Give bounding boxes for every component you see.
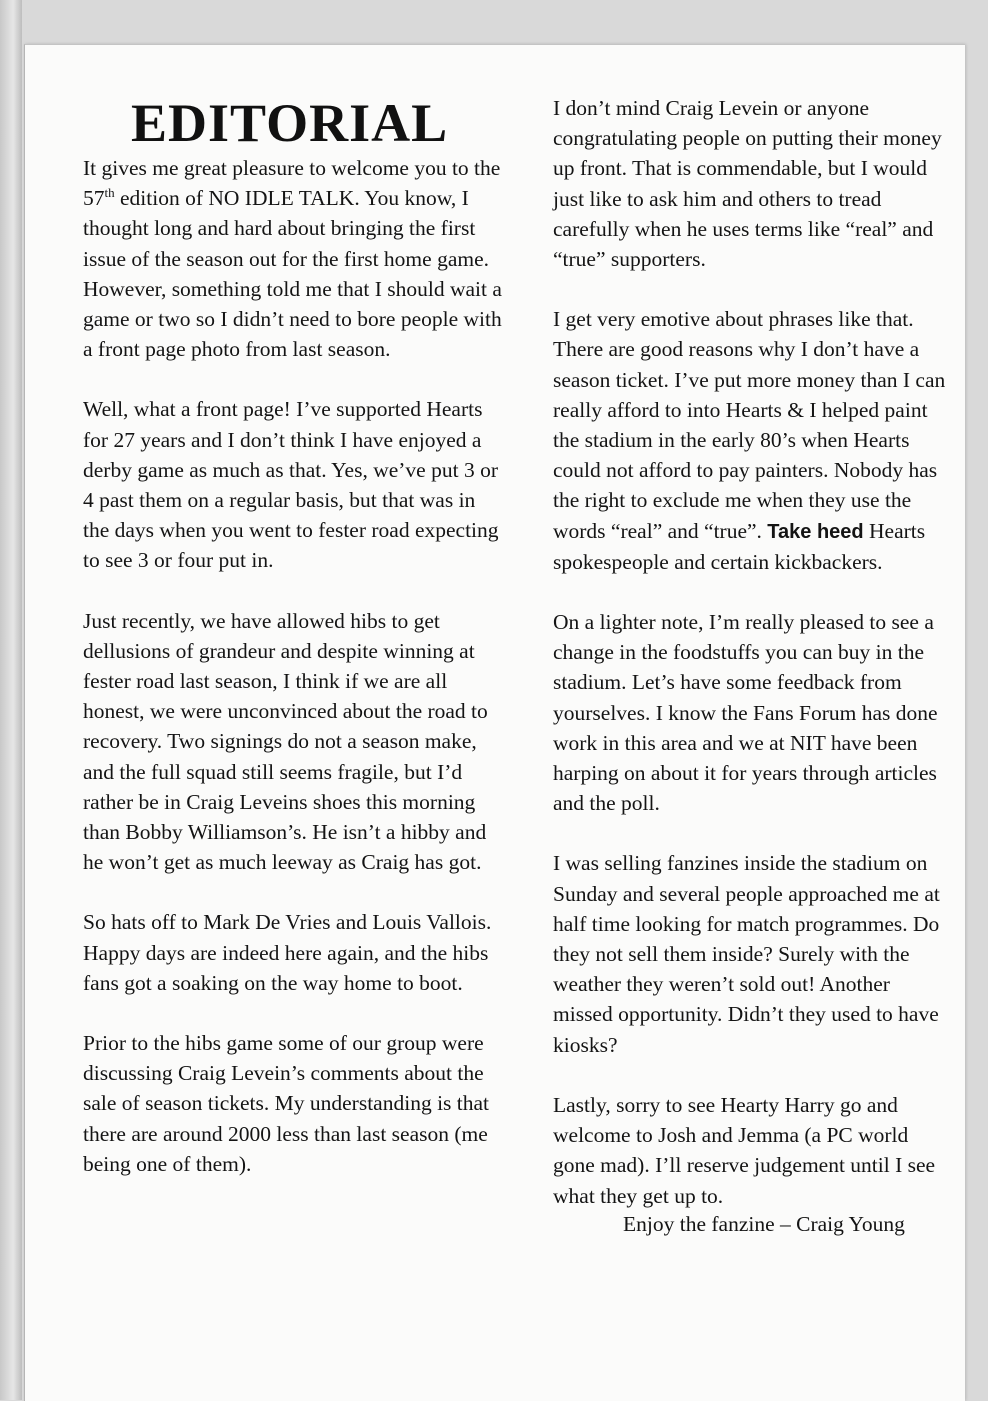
staple-spine [0, 0, 22, 1400]
paragraph-foodstuffs: On a lighter note, I’m really pleased to see a change in the foodstuffs you can buy in the stadium. Let’s have some feedback from yourselves. I know the Fans Forum has done work in this area and we at NIT have been harping on about it for years through articles and the poll. [553, 610, 938, 816]
paragraph-emotive [553, 304, 953, 577]
page-title: EDITORIAL [131, 93, 449, 153]
take-heed-emphasis: Take heed [767, 520, 864, 543]
paragraph-hats-off: So hats off to Mark De Vries and Louis Vallois. Happy days are indeed here again, and the hibs fans got a soaking on the way home to boot. [83, 910, 492, 995]
paragraph-mascots: Lastly, sorry to see Hearty Harry go and welcome to Josh and Jemma (a PC world gone mad). I’ll reserve judgement until I see what they get up to. [553, 1092, 936, 1208]
signoff: Enjoy the fanzine – Craig Young [623, 1211, 905, 1236]
ordinal-suffix: th [104, 185, 115, 201]
emotive-text-start: I get very emotive about phrases like that. There are good reasons why I don’t have a season ticket. I’ve put more money than I can really afford to into Hearts & I helped paint the stadium in the early 80’s when Hearts could not afford to pay painters. Nobody has the right to exclude me when they use the words “real” and “true”. [553, 307, 946, 543]
magazine-page [24, 44, 965, 1401]
emotive-text-end: Hearts spokespeople and certain kickbackers. [553, 518, 926, 574]
paragraph-season-tickets: Prior to the hibs game some of our group were discussing Craig Levein’s comments about the sale of season tickets. My understanding is that there are around 2000 less than last season (me being one of them). [83, 1031, 490, 1176]
paragraph-real-supporters: I don’t mind Craig Levein or anyone congratulating people on putting their money up front. That is commendable, but I would just like to ask him and others to tread carefully when he uses terms like “real” and “true” supporters. [553, 96, 942, 272]
paragraph-programmes: I was selling fanzines inside the stadium on Sunday and several people approached me at half time looking for match programmes. Do they not sell them inside? Surely with the weather they weren’t sold out! Another missed opportunity. Didn’t they used to have kiosks? [553, 851, 940, 1057]
paragraph-recovery: Just recently, we have allowed hibs to get dellusions of grandeur and despite winning at fester road last season, I think if we are all honest, we were unconvinced about the road to recovery. Two signings do not a season make, and the full squad still seems fragile, but I’d rather be in Craig Leveins shoes this morning than Bobby Williamson’s. He isn’t a hibby and he won’t get as much leeway as Craig has got. [83, 608, 488, 875]
welcome-text-start: It gives me great pleasure to welcome you to the 57 [83, 156, 501, 211]
left-column [83, 95, 503, 1209]
welcome-text-end: edition of NO IDLE TALK. You know, I thought long and hard about bringing the first issue of the season out for the first home game. However, something told me that I should wait a game or two so I didn’t need to bore people with a front page photo from last season. [83, 186, 502, 362]
paragraph-welcome [83, 153, 503, 364]
right-column [553, 93, 953, 1239]
paragraph-front-page: Well, what a front page! I’ve supported Hearts for 27 years and I don’t think I have enjoyed a derby game as much as that. Yes, we’ve put 3 or 4 past them on a regular basis, but that was in the days when you went to fester road expecting to see 3 or four put in. [83, 397, 499, 573]
